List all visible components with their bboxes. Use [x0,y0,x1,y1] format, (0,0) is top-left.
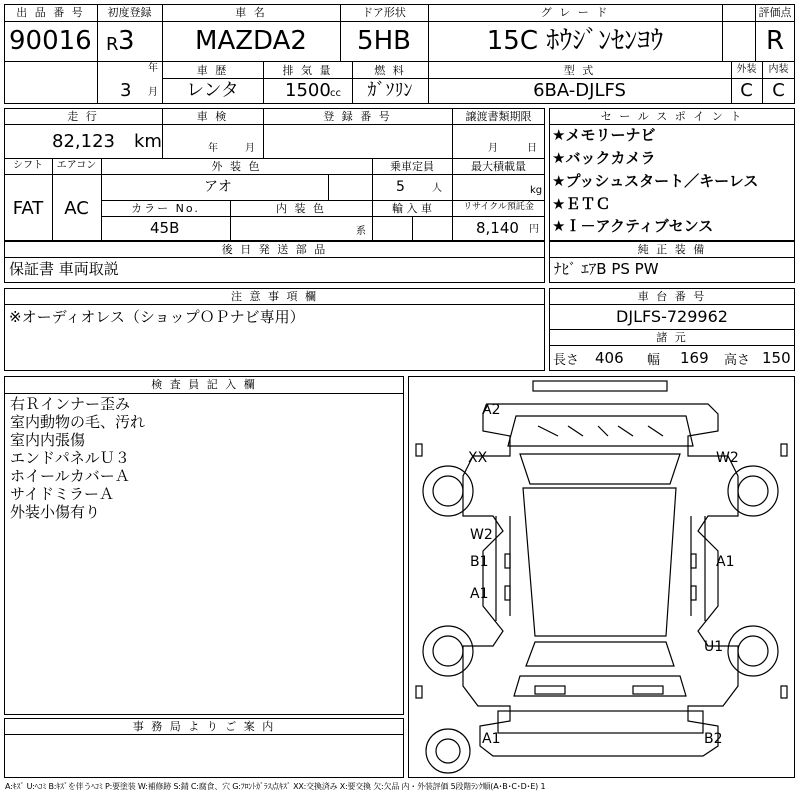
inspection-year-unit: 年 [208,143,218,154]
grade: 15C ﾎｳｼﾞﾝｾﾝﾖｳ [486,26,664,56]
mark-a2-front: A2 [482,402,501,418]
inspector-line: 右Ｒインナー歪み [10,395,131,413]
sales-point-item: ★メモリーナビ [552,126,656,144]
length-label: 長さ [553,353,580,368]
history: レンタ [186,80,239,101]
transfer-month-unit: 月 [488,143,498,154]
inspector-label: 検 査 員 記 入 欄 [151,378,257,391]
int-color-unit: 系 [356,226,366,237]
grade-label: グ レ ー ド [540,6,610,19]
later-parts-label: 後 日 発 送 部 品 [221,243,328,256]
ext-color: アオ [204,179,232,195]
model-code: 6BA-DJLFS [533,80,626,101]
ext-grade-label: 外装 [736,64,757,75]
legend-text: A:ｷｽﾞ U:ﾍｺﾐ B:ｷｽﾞを伴うﾍｺﾐ P:要塗装 W:補修跡 S:錆 C:腐食、穴 G:ﾌﾛﾝﾄｶﾞﾗｽ点ｷｽﾞ XX:交換済み X:要交換 欠:欠品 内・外装評価 5段階ﾗﾝｸ順(A･B･C･D･E) 1 [5,782,546,791]
reg-year: 3 [118,26,135,56]
recycle-label: リサイクル預託金 [463,202,534,212]
mark-a1-right: A1 [716,554,735,570]
mark-a1-rear: A1 [482,731,501,747]
era: R [106,34,119,55]
score-label: 評価点 [758,6,792,19]
shift: FAT [12,198,44,219]
mark-u1-right: U1 [704,639,724,655]
color-no: 45B [150,219,180,237]
int-grade-label: 内装 [768,64,789,75]
max-load-label: 最大積載量 [471,160,526,173]
width-label: 幅 [647,353,661,368]
mark-w2-left: W2 [470,527,493,543]
displacement: 1500 [285,80,331,101]
inspection-month-unit: 月 [245,143,255,154]
mark-a1-left: A1 [470,586,489,602]
capacity-unit: 人 [432,183,442,194]
shift-label: シフト [13,160,43,171]
sales-point-item: ★Ｉ－アクティブセンス [552,217,714,235]
capacity-label: 乗車定員 [390,160,434,173]
genuine-value: ﾅﾋﾞ ｴｱB PS PW [554,260,659,278]
reg-no-label: 登 録 番 号 [323,110,392,123]
inspector-line: エンドパネルＵ３ [10,449,130,467]
inspector-line: 室内動物の毛、汚れ [10,413,146,431]
recycle-unit: 円 [529,224,539,235]
mileage-label: 走 行 [67,110,99,123]
height-label: 高さ [724,353,751,368]
model-label: 型 式 [563,64,596,77]
lot-number: 90016 [9,26,92,56]
max-load-unit: kg [530,185,543,196]
length-value: 406 [595,349,624,367]
transfer-day-unit: 日 [527,143,537,154]
sales-point-item: ★プッシュスタート／キーレス [552,172,759,190]
ext-grade: C [740,80,753,101]
office-label: 事 務 局 よ り ご 案 内 [132,720,276,733]
notes-label: 注 意 事 項 欄 [231,290,318,303]
car-name-label: 車 名 [235,6,267,19]
score: R [765,26,785,56]
chassis-number: DJLFS-729962 [616,307,728,326]
inspector-line: サイドミラーＡ [10,485,114,503]
fuel: ｶﾞｿﾘﾝ [367,80,413,101]
displacement-label: 排 気 量 [282,64,333,77]
mileage-unit: km [134,131,162,152]
transfer-label: 譲渡書類期限 [465,110,532,123]
int-grade: C [772,80,785,101]
ac: AC [64,198,89,219]
ac-label: エアコン [56,160,97,171]
dims-label: 諸 元 [656,331,688,344]
notes-value: ※オーディオレス（ショップＯＰナビ専用） [9,308,305,326]
inspector-line: ホイールカバーＡ [10,467,130,485]
history-label: 車 歴 [196,64,229,77]
mark-b2-rear: B2 [704,731,723,747]
genuine-label: 純 正 装 備 [637,243,707,256]
door-type: 5HB [357,26,411,56]
car-name: MAZDA2 [195,26,307,56]
later-parts-value: 保証書 車両取説 [9,260,119,278]
lot-no-label: 出 品 番 号 [16,6,85,19]
inspector-line: 外装小傷有り [10,503,101,521]
fuel-label: 燃 料 [374,64,406,77]
int-color-label: 内 装 色 [276,202,326,215]
first-reg-label: 初度登録 [107,6,152,19]
height-value: 150 [762,349,791,367]
chassis-label: 車 台 番 号 [637,290,707,303]
inspection-label: 車 検 [196,110,229,123]
width-value: 169 [680,349,709,367]
reg-month: 3 [120,80,132,101]
month-unit: 月 [148,87,158,98]
capacity: 5 [396,179,405,195]
sales-points-label: セ ー ル ス ポ イ ン ト [600,110,744,123]
mark-xx: XX [468,450,488,466]
import-label: 輸 入 車 [392,202,432,215]
door-label: ドア形状 [362,6,406,19]
car-diagram-svg [408,376,795,778]
mileage: 82,123 [52,131,115,152]
ext-color-label: 外 装 色 [211,160,262,173]
year-unit: 年 [148,63,158,74]
recycle-fee: 8,140 [476,219,519,237]
sales-point-item: ★ＥＴＣ [552,195,611,213]
sales-point-item: ★バックカメラ [552,149,656,167]
displacement-unit: cc [330,88,341,99]
mark-w2-right: W2 [716,450,739,466]
color-no-label: カラー No. [131,202,200,215]
mark-b1-left: B1 [470,554,489,570]
inspector-line: 室内内張傷 [10,431,86,449]
